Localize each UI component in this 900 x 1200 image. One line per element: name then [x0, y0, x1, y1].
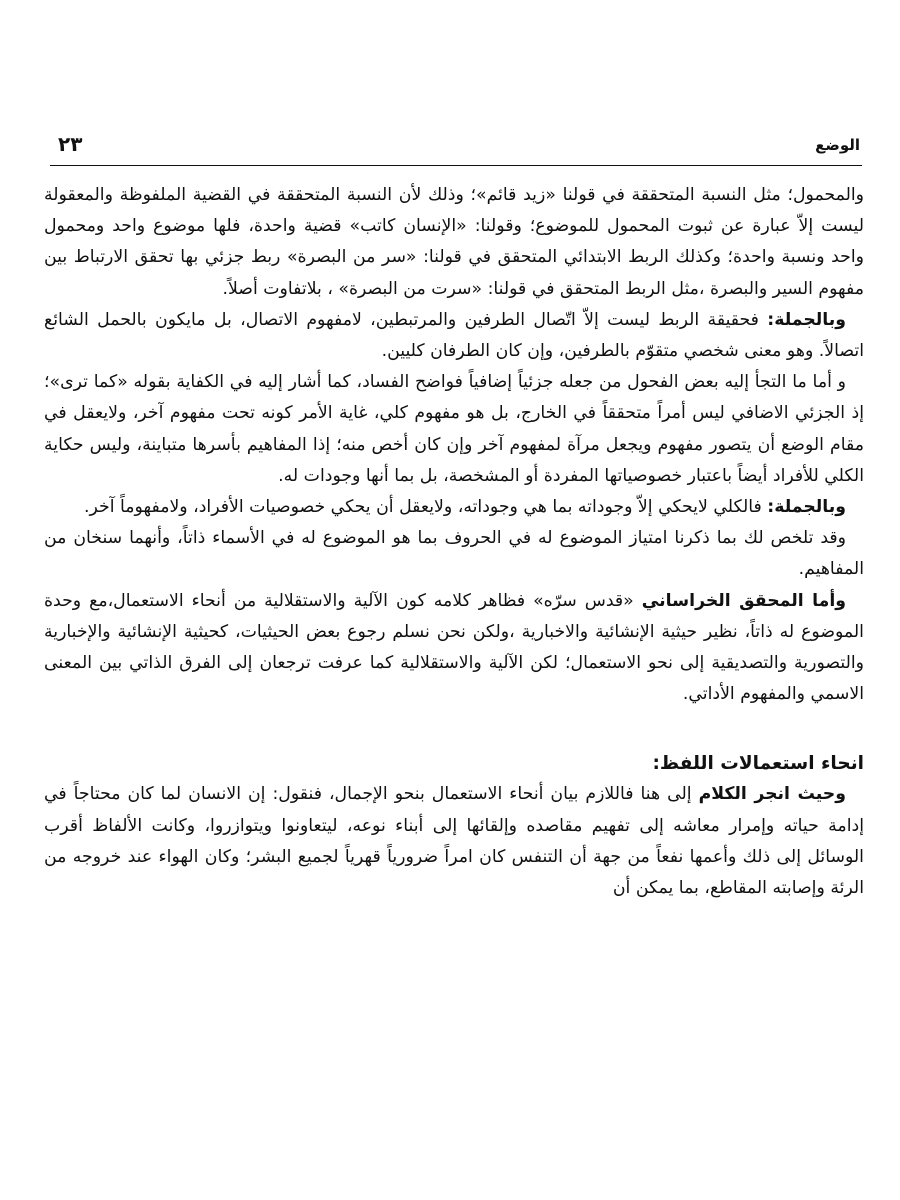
header-divider: [50, 165, 862, 166]
paragraph-2-lead: وبالجملة:: [767, 309, 846, 330]
paragraph-1: [44, 180, 864, 305]
section-paragraph-text: إلى هنا فاللازم بيان أنحاء الاستعمال بنحو الإجمال، فنقول: إن الانسان لما كان محتاجاً في إدامة حياته وإمرار معاشه إلى تفهيم مقاصده وإلقائها إلى أبناء نوعه، ليتعاونوا ويتوازروا، وكانت الألفاظ أقرب الوسائل إلى ذلك وأعمها نفعاً من جهة أن التنفس كان امراً ضرورياً قهرياً لجميع البشر؛ وكان الهواء عند خروجه من الرئة وإصابته المقاطع، بما يمكن أن: [44, 784, 864, 899]
paragraph-6: [44, 586, 864, 711]
section-paragraph: [44, 779, 864, 904]
paragraph-2: [44, 305, 864, 367]
paragraph-2-text: فحقيقة الربط ليست إلاّ اتّصال الطرفين والمرتبطين، لامفهوم الاتصال، بل مايكون بالحمل الشائع اتصالاً. وهو معنى شخصي متقوّم بالطرفين، وإن كان الطرفان كليين.: [44, 309, 864, 362]
header-title: الوضع: [815, 136, 860, 154]
paragraph-4-text: فالكلي لايحكي إلاّ وجوداته بما هي وجوداته، ولايعقل أن يحكي خصوصيات الأفراد، ولامفهوماً آخر.: [84, 497, 768, 518]
paragraph-6-text: «قدس سرّه» فظاهر كلامه كون الآلية والاستقلالية من أنحاء الاستعمال،مع وحدة الموضوع له ذاتاً، نظير حيثية الإنشائية والاخبارية ،ولكن نحن نسلم رجوع بعض الحيثيات، كحيثية الإنشائية والإخبارية والتصورية والتصديقية إلى نحو الاستعمال؛ لكن الآلية والاستقلالية كما عرفت ترجعان إلى الفرق الذاتي بين المعنى الاسمي والمفهوم الأداتي.: [44, 590, 864, 705]
section-spacer: [44, 710, 864, 748]
paragraph-1-text: والمحمول؛ مثل النسبة المتحققة في قولنا «زيد قائم»؛ وذلك لأن النسبة المتحققة في القضية الملفوظة والمعقولة ليست إلاّ عبارة عن ثبوت المحمول للموضوع؛ وقولنا: «الإنسان كاتب» قضية واحدة، فلها موضوع واحد ومحمول واحد ونسبة واحدة؛ وكذلك الربط الابتدائي المتحقق في قولنا: «سر من البصرة» ربط جزئي بها تحقق الارتباط بين مفهوم السير والبصرة ،مثل الربط المتحقق في قولنا: «سرت من البصرة» ، بلاتفاوت أصلاً.: [44, 185, 864, 299]
page-body: [44, 180, 864, 904]
page-number: ٢٣: [58, 132, 83, 156]
paragraph-5-text: وقد تلخص لك بما ذكرنا امتياز الموضوع له في الحروف بما هو الموضوع له في الأسماء ذاتاً، وأنهما سنخان من المفاهيم.: [44, 528, 864, 580]
paragraph-6-lead: وأما المحقق الخراساني: [641, 590, 846, 611]
section-heading: انحاء استعمالات اللفظ:: [652, 753, 864, 775]
paragraph-5: [44, 523, 864, 585]
page-header: [52, 128, 860, 162]
paragraph-3: [44, 367, 864, 492]
paragraph-4: [44, 492, 864, 523]
paragraph-4-lead: وبالجملة:: [767, 497, 846, 518]
section-paragraph-lead: وحيث انجر الكلام: [698, 784, 846, 805]
paragraph-3-text: و أما ما التجأ إليه بعض الفحول من جعله جزئياً إضافياً فواضح الفساد، كما أشار إليه في الكفاية بقوله «كما ترى»؛ إذ الجزئي الاضافي ليس أمراً متحققاً في الخارج، بل هو مفهوم كلي، غاية الأمر كونه تحت مفهوم آخر، ولايعقل في مقام الوضع أن يتصور مفهوم ويجعل مرآة لمفهوم آخر وإن كان أخص منه؛ إذا المفاهيم بأسرها متباينة، وليس حكاية الكلي للأفراد أيضاً باعتبار خصوصياتها المفردة أو المشخصة، بل بما أنها وجودات له.: [44, 372, 864, 486]
